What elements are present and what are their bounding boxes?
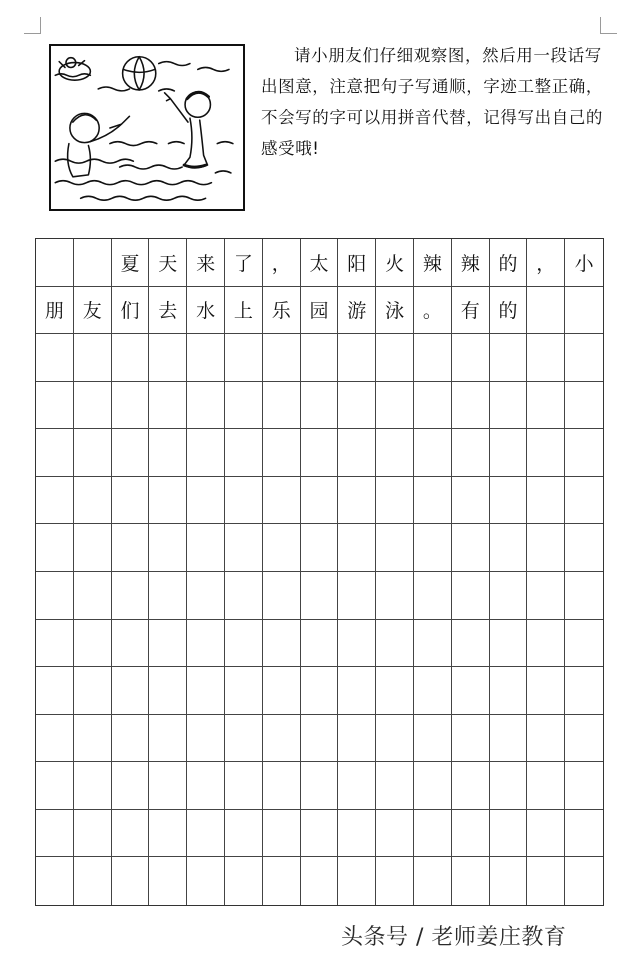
grid-cell — [263, 857, 301, 905]
grid-cell — [490, 572, 528, 620]
grid-cell — [74, 715, 112, 763]
grid-cell — [527, 620, 565, 668]
grid-cell — [338, 572, 376, 620]
grid-cell: 园 — [301, 287, 339, 335]
grid-cell — [490, 429, 528, 477]
grid-cell — [149, 667, 187, 715]
grid-cell — [112, 334, 150, 382]
grid-cell — [301, 572, 339, 620]
grid-cell — [263, 715, 301, 763]
grid-cell — [376, 477, 414, 525]
grid-cell — [376, 620, 414, 668]
grid-cell — [490, 620, 528, 668]
grid-cell — [452, 572, 490, 620]
grid-cell — [112, 715, 150, 763]
crop-mark-top-right — [600, 17, 617, 34]
grid-cell — [187, 810, 225, 858]
grid-cell: 友 — [74, 287, 112, 335]
grid-cell — [225, 620, 263, 668]
grid-cell: ， — [527, 239, 565, 287]
grid-cell — [376, 857, 414, 905]
grid-cell — [527, 762, 565, 810]
grid-cell — [414, 857, 452, 905]
grid-cell — [565, 810, 603, 858]
grid-cell — [452, 334, 490, 382]
grid-cell — [527, 857, 565, 905]
grid-cell — [112, 667, 150, 715]
grid-cell — [149, 477, 187, 525]
grid-cell — [36, 334, 74, 382]
grid-cell — [452, 667, 490, 715]
grid-cell — [74, 477, 112, 525]
grid-cell — [565, 762, 603, 810]
grid-cell — [263, 762, 301, 810]
grid-cell — [565, 477, 603, 525]
grid-cell — [225, 524, 263, 572]
grid-cell — [225, 810, 263, 858]
grid-cell — [149, 572, 187, 620]
grid-cell — [338, 857, 376, 905]
grid-cell: 上 — [225, 287, 263, 335]
grid-cell: 的 — [490, 239, 528, 287]
grid-cell — [187, 477, 225, 525]
grid-cell — [301, 762, 339, 810]
grid-cell: ， — [263, 239, 301, 287]
grid-cell — [376, 334, 414, 382]
grid-cell — [565, 287, 603, 335]
grid-cell — [225, 382, 263, 430]
grid-cell — [225, 762, 263, 810]
grid-cell — [225, 857, 263, 905]
grid-cell — [338, 334, 376, 382]
grid-cell — [338, 382, 376, 430]
grid-cell — [414, 667, 452, 715]
grid-cell — [301, 477, 339, 525]
crop-mark-top-left — [24, 17, 41, 34]
grid-cell — [490, 382, 528, 430]
grid-cell — [452, 810, 490, 858]
grid-cell — [36, 667, 74, 715]
grid-cell — [149, 715, 187, 763]
watermark-text: 头条号 / 老师姜庄教育 — [341, 925, 567, 950]
grid-cell: 有 — [452, 287, 490, 335]
grid-cell — [112, 382, 150, 430]
grid-cell — [338, 429, 376, 477]
grid-cell — [301, 857, 339, 905]
grid-cell — [225, 334, 263, 382]
grid-cell — [112, 857, 150, 905]
grid-cell — [74, 524, 112, 572]
grid-cell: 水 — [187, 287, 225, 335]
grid-cell — [338, 477, 376, 525]
grid-cell — [149, 334, 187, 382]
grid-cell: 们 — [112, 287, 150, 335]
grid-cell — [74, 810, 112, 858]
grid-cell — [36, 857, 74, 905]
grid-cell — [301, 810, 339, 858]
grid-cell — [263, 524, 301, 572]
grid-cell — [376, 762, 414, 810]
grid-cell — [338, 810, 376, 858]
grid-cell — [338, 667, 376, 715]
grid-cell — [263, 429, 301, 477]
grid-cell — [565, 715, 603, 763]
grid-cell — [490, 857, 528, 905]
grid-cell — [527, 572, 565, 620]
grid-cell — [225, 429, 263, 477]
grid-cell: 乐 — [263, 287, 301, 335]
grid-cell — [263, 477, 301, 525]
grid-cell — [376, 572, 414, 620]
grid-cell — [263, 620, 301, 668]
grid-cell — [527, 715, 565, 763]
grid-cell — [74, 572, 112, 620]
grid-cell — [225, 477, 263, 525]
grid-cell — [565, 429, 603, 477]
grid-cell — [565, 334, 603, 382]
grid-cell — [376, 524, 414, 572]
grid-cell — [527, 524, 565, 572]
grid-cell — [414, 810, 452, 858]
writing-grid-cells — [36, 239, 603, 905]
grid-cell: 泳 — [376, 287, 414, 335]
grid-cell — [452, 524, 490, 572]
grid-cell — [187, 429, 225, 477]
grid-cell — [112, 620, 150, 668]
grid-cell — [149, 762, 187, 810]
grid-cell — [187, 762, 225, 810]
grid-cell — [74, 762, 112, 810]
grid-cell — [376, 810, 414, 858]
grid-cell — [490, 715, 528, 763]
grid-cell: 去 — [149, 287, 187, 335]
grid-cell — [376, 715, 414, 763]
grid-cell — [376, 382, 414, 430]
grid-cell — [565, 667, 603, 715]
grid-cell — [187, 334, 225, 382]
grid-cell — [301, 382, 339, 430]
grid-cell — [187, 620, 225, 668]
grid-cell — [225, 572, 263, 620]
grid-cell — [187, 572, 225, 620]
grid-cell — [414, 762, 452, 810]
grid-cell — [36, 524, 74, 572]
grid-cell — [149, 620, 187, 668]
grid-cell — [36, 715, 74, 763]
grid-cell — [452, 857, 490, 905]
grid-cell — [565, 382, 603, 430]
grid-cell — [149, 382, 187, 430]
grid-cell — [112, 477, 150, 525]
grid-cell — [376, 429, 414, 477]
grid-cell — [338, 715, 376, 763]
grid-cell — [301, 715, 339, 763]
grid-cell — [112, 762, 150, 810]
grid-cell — [414, 620, 452, 668]
grid-cell — [36, 429, 74, 477]
grid-cell — [301, 667, 339, 715]
grid-cell — [414, 334, 452, 382]
grid-cell — [36, 239, 74, 287]
grid-cell: 夏 — [112, 239, 150, 287]
grid-cell: 小 — [565, 239, 603, 287]
grid-cell — [74, 334, 112, 382]
grid-cell — [490, 667, 528, 715]
grid-cell — [149, 429, 187, 477]
writing-grid — [35, 238, 604, 906]
grid-cell — [376, 667, 414, 715]
grid-cell: 来 — [187, 239, 225, 287]
grid-cell: 辣 — [414, 239, 452, 287]
grid-cell — [187, 715, 225, 763]
grid-cell — [74, 620, 112, 668]
grid-cell — [36, 477, 74, 525]
grid-cell — [452, 382, 490, 430]
grid-cell — [565, 857, 603, 905]
grid-cell — [414, 382, 452, 430]
grid-cell — [74, 857, 112, 905]
grid-cell — [112, 524, 150, 572]
grid-cell — [301, 620, 339, 668]
grid-cell — [490, 334, 528, 382]
grid-cell — [187, 524, 225, 572]
grid-cell — [490, 810, 528, 858]
grid-cell — [452, 477, 490, 525]
grid-cell — [414, 524, 452, 572]
grid-cell — [414, 477, 452, 525]
grid-cell — [527, 667, 565, 715]
grid-cell — [301, 524, 339, 572]
beach-ball-shape — [123, 57, 156, 90]
grid-cell — [149, 810, 187, 858]
grid-cell — [527, 429, 565, 477]
grid-cell: 天 — [149, 239, 187, 287]
grid-cell — [187, 857, 225, 905]
grid-cell — [263, 572, 301, 620]
grid-cell — [74, 239, 112, 287]
grid-cell — [414, 715, 452, 763]
grid-cell: 游 — [338, 287, 376, 335]
grid-cell — [36, 762, 74, 810]
grid-cell — [149, 857, 187, 905]
grid-cell: 火 — [376, 239, 414, 287]
children-playing-beach-ball-drawing — [51, 46, 243, 209]
grid-cell: 辣 — [452, 239, 490, 287]
grid-cell — [490, 524, 528, 572]
grid-cell — [149, 524, 187, 572]
grid-cell — [490, 762, 528, 810]
grid-cell — [36, 620, 74, 668]
swimming-illustration — [49, 44, 245, 211]
grid-cell — [338, 620, 376, 668]
instruction-text: 请小朋友们仔细观察图，然后用一段话写出图意，注意把句子写通顺，字迹工整正确，不会写的字可以用拼音代替，记得写出自己的感受哦! — [261, 46, 603, 158]
grid-cell — [452, 715, 490, 763]
grid-cell — [112, 810, 150, 858]
grid-cell: 的 — [490, 287, 528, 335]
grid-cell — [36, 572, 74, 620]
grid-cell — [263, 382, 301, 430]
grid-cell — [527, 287, 565, 335]
grid-cell: 。 — [414, 287, 452, 335]
grid-cell — [36, 382, 74, 430]
grid-cell — [452, 620, 490, 668]
grid-cell — [187, 382, 225, 430]
grid-cell — [263, 334, 301, 382]
grid-cell — [527, 477, 565, 525]
grid-cell — [527, 382, 565, 430]
grid-cell — [263, 810, 301, 858]
grid-cell — [301, 334, 339, 382]
grid-cell — [565, 572, 603, 620]
grid-cell — [112, 429, 150, 477]
grid-cell — [74, 382, 112, 430]
grid-cell — [301, 429, 339, 477]
grid-cell — [527, 334, 565, 382]
grid-cell — [338, 524, 376, 572]
grid-cell: 了 — [225, 239, 263, 287]
grid-cell — [565, 524, 603, 572]
grid-cell: 太 — [301, 239, 339, 287]
grid-cell — [565, 620, 603, 668]
grid-cell — [187, 667, 225, 715]
grid-cell — [225, 667, 263, 715]
grid-cell — [74, 429, 112, 477]
grid-cell — [225, 715, 263, 763]
grid-cell — [338, 762, 376, 810]
grid-cell — [36, 810, 74, 858]
grid-cell — [452, 762, 490, 810]
grid-cell — [112, 572, 150, 620]
grid-cell — [74, 667, 112, 715]
grid-cell — [414, 572, 452, 620]
grid-cell — [527, 810, 565, 858]
grid-cell: 阳 — [338, 239, 376, 287]
grid-cell — [414, 429, 452, 477]
grid-cell — [490, 477, 528, 525]
grid-cell — [263, 667, 301, 715]
grid-cell: 朋 — [36, 287, 74, 335]
grid-cell — [452, 429, 490, 477]
